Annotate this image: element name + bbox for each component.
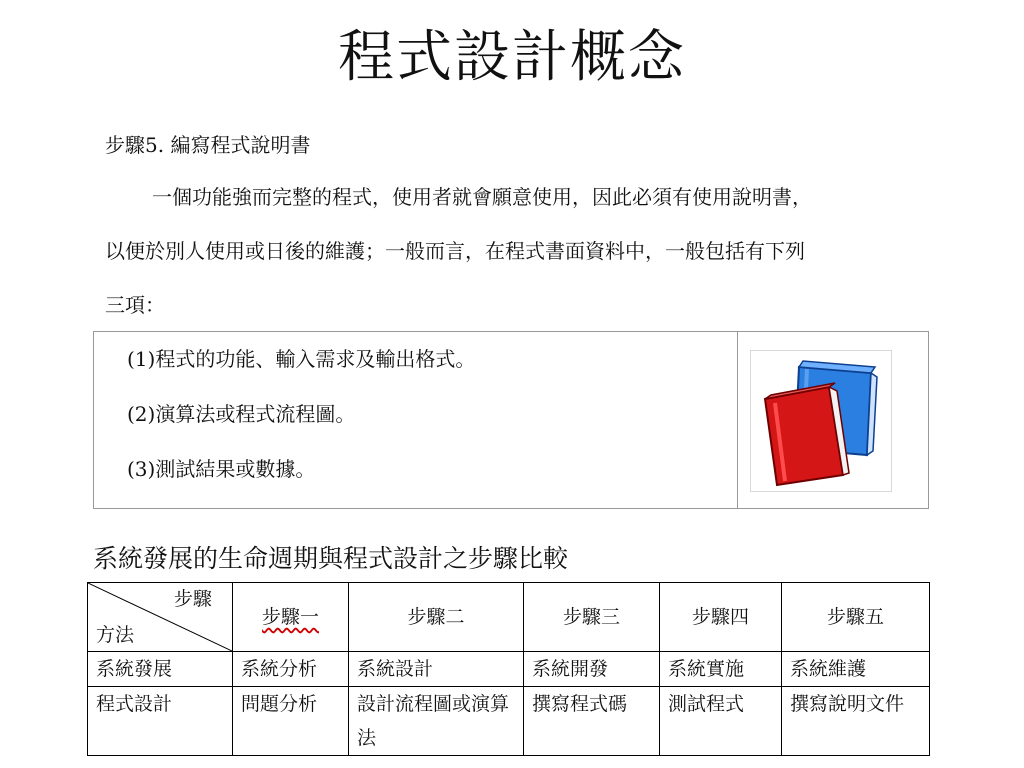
table-row-label: 程式設計 (88, 687, 233, 756)
red-book-icon (765, 383, 849, 485)
table-header-cell: 步驟三 (524, 583, 660, 652)
table-cell: 系統開發 (524, 652, 660, 687)
comparison-table (87, 582, 930, 756)
documentation-item: (2)演算法或程式流程圖。 (127, 402, 356, 426)
table-header-cell: 步驟二 (349, 583, 524, 652)
table-cell: 系統實施 (660, 652, 782, 687)
documentation-item: (1)程式的功能、輸入需求及輸出格式。 (127, 347, 476, 371)
table-cell: 設計流程圖或演算法 (349, 687, 524, 756)
documentation-items-box (93, 331, 929, 509)
table-cell: 測試程式 (660, 687, 782, 756)
box-divider (737, 332, 738, 508)
step-heading: 步驟5. 編寫程式說明書 (105, 133, 311, 157)
corner-label-step: 步驟 (173, 588, 212, 610)
table-corner-cell (88, 583, 233, 652)
table-header-cell: 步驟一 (233, 583, 349, 652)
paragraph-line-1: 一個功能強而完整的程式，使用者就會願意使用，因此必須有使用說明書， (152, 185, 812, 209)
table-cell: 系統維護 (782, 652, 930, 687)
comparison-title: 系統發展的生命週期與程式設計之步驟比較 (93, 544, 569, 573)
table-cell: 系統設計 (349, 652, 524, 687)
table-cell: 撰寫說明文件 (782, 687, 930, 756)
books-icon (751, 351, 891, 491)
table-cell: 問題分析 (233, 687, 349, 756)
slide-title: 程式設計概念 (338, 25, 686, 90)
paragraph-line-3: 三項： (105, 293, 165, 317)
table-cell: 系統分析 (233, 652, 349, 687)
table-cell: 撰寫程式碼 (524, 687, 660, 756)
table-header-cell: 步驟五 (782, 583, 930, 652)
corner-label-method: 方法 (96, 624, 135, 646)
documentation-item: (3)測試結果或數據。 (127, 457, 316, 481)
paragraph-line-2: 以便於別人使用或日後的維護；一般而言，在程式書面資料中，一般包括有下列 (105, 239, 805, 263)
table-header-cell: 步驟四 (660, 583, 782, 652)
table-row-label: 系統發展 (88, 652, 233, 687)
table-row (88, 652, 930, 687)
books-image (750, 350, 892, 492)
table-row (88, 687, 930, 756)
table-header-row (88, 583, 930, 652)
